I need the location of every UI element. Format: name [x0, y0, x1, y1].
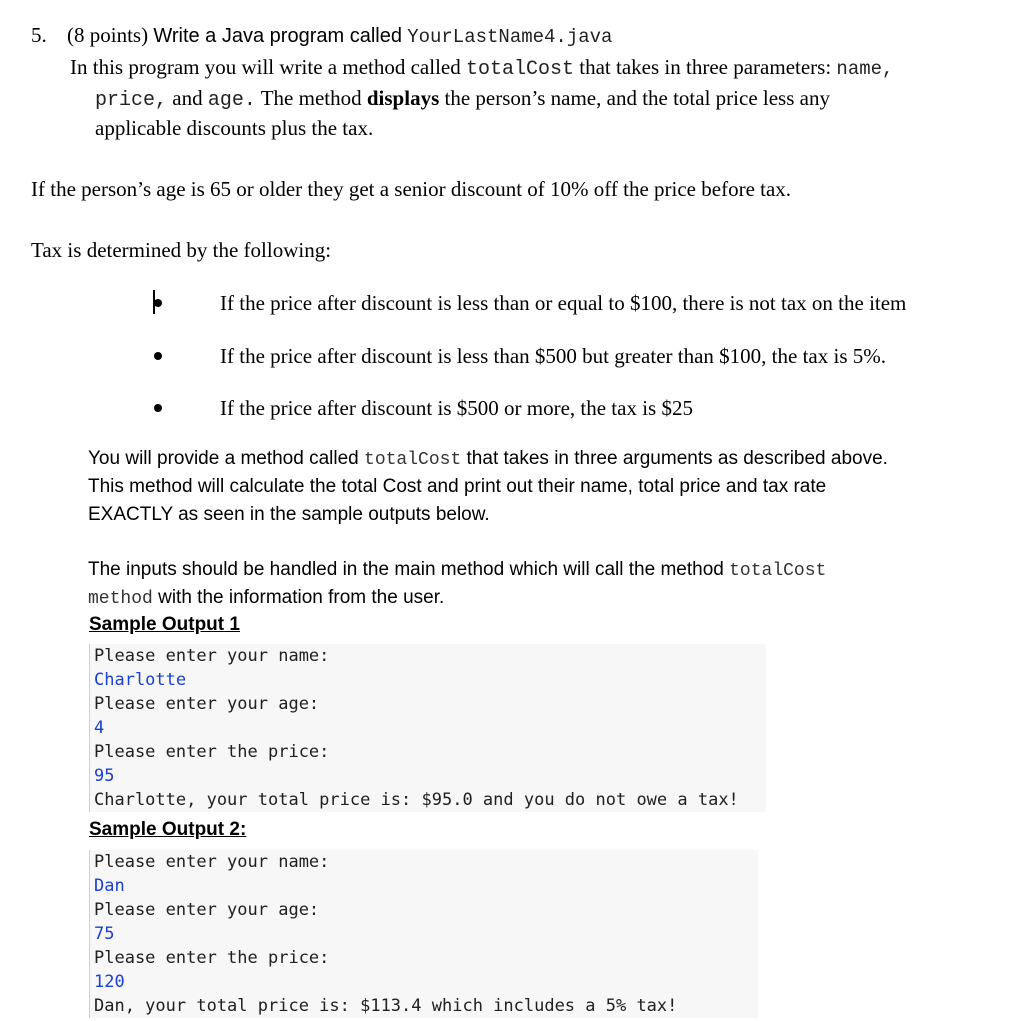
provide-text-a: You will provide a method called — [88, 448, 359, 469]
param-age-code: age. — [207, 89, 256, 112]
bullet-icon — [154, 404, 162, 412]
q-line1-text-b: that takes in three parameters: — [579, 55, 832, 79]
param-price-code: price, — [95, 89, 168, 112]
q-line2-and: and — [172, 86, 203, 110]
console-input-line: 4 — [94, 718, 105, 738]
provide-line-1 — [88, 445, 888, 474]
console-input-line: 120 — [94, 972, 125, 992]
filename-code: YourLastName4.java — [407, 26, 613, 48]
provide-line-2: This method will calculate the total Cost and print out their name, total price and tax rate — [88, 476, 827, 497]
console-input-line: Dan — [94, 876, 125, 896]
console-input-line: 75 — [94, 924, 115, 944]
tax-rule-text: If the price after discount is less than $500 but greater than $100, the tax is 5%. — [220, 344, 886, 368]
console-output-line: Please enter your age: — [94, 694, 320, 714]
question-line-2 — [95, 83, 830, 116]
console-output-line: Please enter your name: — [94, 646, 330, 666]
q-line1-text-a: In this program you will write a method called — [70, 55, 461, 79]
console-input-line: 95 — [94, 766, 115, 786]
text-cursor-icon — [153, 290, 155, 314]
question-header — [67, 20, 612, 52]
question-line-3: applicable discounts plus the tax. — [95, 116, 374, 140]
inputs-line-2 — [88, 584, 444, 613]
console-output-line: Please enter your age: — [94, 900, 320, 920]
method-name-code: totalCost — [466, 58, 575, 81]
inputs-line-1 — [88, 556, 826, 585]
bullet-icon — [154, 299, 162, 307]
provide-line-3: EXACTLY as seen in the sample outputs below. — [88, 504, 490, 525]
totalcost-code: totalCost — [729, 561, 827, 581]
inputs-text-a: The inputs should be handled in the main method which will call the method — [88, 559, 724, 580]
sample-output-1-title: Sample Output 1 — [89, 614, 240, 635]
displays-bold: displays — [366, 86, 440, 110]
header-text: Write a Java program called — [153, 25, 402, 47]
q-line2-text-b: the person’s name, and the total price less any — [444, 86, 830, 110]
sample-output-2-console — [89, 850, 758, 1018]
console-input-line: Charlotte — [94, 670, 187, 690]
console-output-line: Please enter your name: — [94, 852, 330, 872]
console-output-line: Charlotte, your total price is: $95.0 and you do not owe a tax! — [94, 790, 739, 810]
sample-output-1-console — [89, 644, 766, 812]
senior-rule: If the person’s age is 65 or older they get a senior discount of 10% off the price before tax. — [31, 177, 792, 201]
sample-output-2-title: Sample Output 2: — [89, 819, 247, 840]
bullet-icon — [154, 352, 162, 360]
points-label: (8 points) — [67, 23, 149, 47]
inputs-text-b: with the information from the user. — [158, 587, 445, 608]
totalcost-code: totalCost — [364, 450, 462, 470]
param-name-code: name, — [836, 58, 894, 80]
console-output-line: Dan, your total price is: $113.4 which includes a 5% tax! — [94, 996, 678, 1016]
q-line2-text-a: The method — [260, 86, 362, 110]
console-output-line: Please enter the price: — [94, 742, 330, 762]
question-line-1 — [70, 52, 893, 85]
tax-rule-text: If the price after discount is $500 or more, the tax is $25 — [220, 396, 693, 420]
provide-text-b: that takes in three arguments as described above. — [466, 448, 888, 469]
tax-rule-text: If the price after discount is less than or equal to $100, there is not tax on the item — [220, 291, 907, 315]
question-number: 5. — [31, 23, 47, 47]
tax-intro: Tax is determined by the following: — [31, 238, 332, 262]
console-output-line: Please enter the price: — [94, 948, 330, 968]
method-code: method — [88, 589, 153, 609]
